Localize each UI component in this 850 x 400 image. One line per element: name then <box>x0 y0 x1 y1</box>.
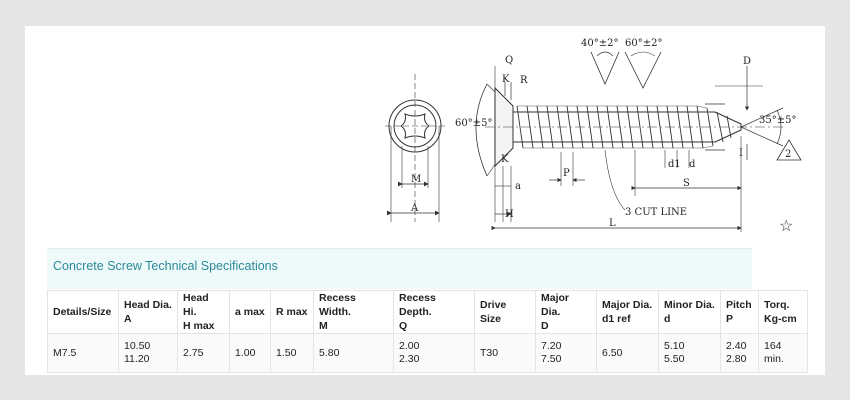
header-drive-size: Drive Size <box>475 291 536 334</box>
cell-size: M7.5 <box>48 334 119 373</box>
cell-recess-depth: 2.00 2.30 <box>394 334 475 373</box>
label-k-bottom: K <box>501 154 509 165</box>
header-minor-dia: Minor Dia. d <box>659 291 721 334</box>
label-d: d <box>689 159 696 170</box>
cell-a-max: 1.00 <box>230 334 271 373</box>
label-p: P <box>563 168 570 179</box>
head-top-view <box>385 74 445 222</box>
cell-recess-width: 5.80 <box>314 334 394 373</box>
label-q: Q <box>505 55 514 66</box>
label-d1: d1 <box>668 159 681 170</box>
label-i: I <box>739 148 743 159</box>
header-major-dia-d: Major Dia. D <box>536 291 597 334</box>
header-recess-depth: Recess Depth. Q <box>394 291 475 334</box>
cell-major-dia-d: 7.20 7.50 <box>536 334 597 373</box>
drawing-svg <box>25 26 825 246</box>
cell-r-max: 1.50 <box>271 334 314 373</box>
label-angle-tip: 35°±5° <box>759 115 797 126</box>
cell-torque: 164 min. <box>759 334 808 373</box>
cell-head-hi: 2.75 <box>178 334 230 373</box>
header-head-hi: Head Hi. H max <box>178 291 230 334</box>
label-a-width: A <box>411 203 419 214</box>
cell-minor-dia: 5.10 5.50 <box>659 334 721 373</box>
header-row <box>48 291 808 334</box>
label-a: a <box>515 181 521 192</box>
cell-head-dia: 10.50 11.20 <box>119 334 178 373</box>
table-row <box>48 334 808 373</box>
label-angle-head: 60°±5° <box>455 118 493 129</box>
label-r: R <box>520 75 528 86</box>
label-angle-thread-right: 60°±2° <box>625 38 663 49</box>
content-panel <box>25 26 825 375</box>
label-d-upper: D <box>743 56 752 67</box>
specifications-table <box>47 290 808 373</box>
cell-pitch: 2.40 2.80 <box>721 334 759 373</box>
screw-technical-drawing <box>25 26 825 246</box>
label-l: L <box>609 218 616 229</box>
label-cut-line: 3 CUT LINE <box>625 207 688 218</box>
header-pitch: Pitch P <box>721 291 759 334</box>
table-caption: Concrete Screw Technical Specifications <box>53 259 278 273</box>
label-h: H <box>505 209 514 220</box>
header-recess-width: Recess Width. M <box>314 291 394 334</box>
cell-drive-size: T30 <box>475 334 536 373</box>
star-icon: ☆ <box>779 218 794 235</box>
cell-major-dia-d1: 6.50 <box>597 334 659 373</box>
header-major-dia-d1: Major Dia. d1 ref <box>597 291 659 334</box>
header-a-max: a max <box>230 291 271 334</box>
header-head-dia: Head Dia. A <box>119 291 178 334</box>
header-r-max: R max <box>271 291 314 334</box>
header-torque: Torq. Kg-cm <box>759 291 808 334</box>
table-caption-bar <box>47 248 752 289</box>
label-angle-thread-left: 40°±2° <box>581 38 619 49</box>
header-details-size: Details/Size <box>48 291 119 334</box>
label-s: S <box>683 178 690 189</box>
label-triangle-number: 2 <box>785 149 792 160</box>
label-m: M <box>411 174 422 185</box>
label-k-top: K <box>502 74 510 85</box>
